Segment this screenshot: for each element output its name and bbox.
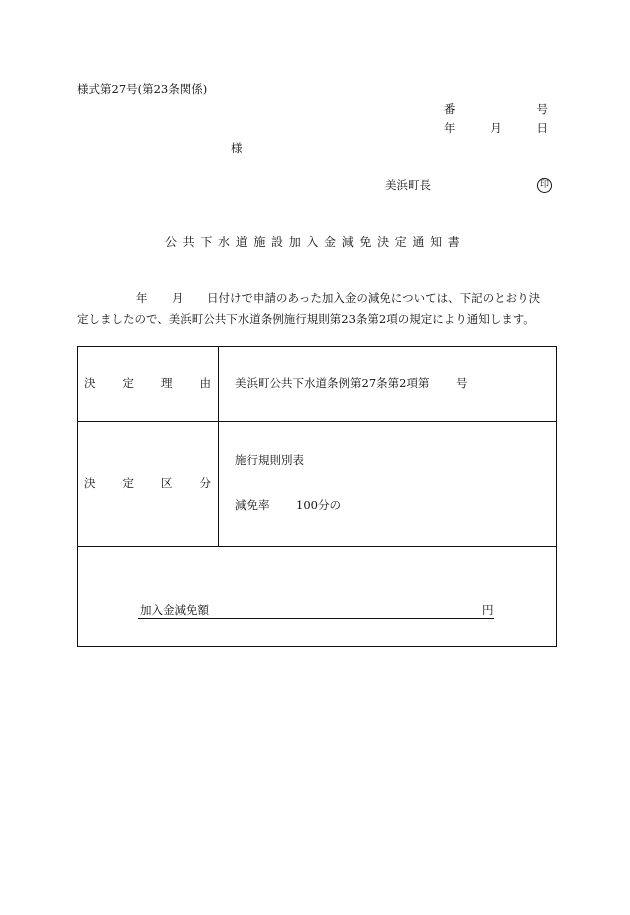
recipient-suffix: 様 [231,141,243,155]
title-char: 定 [394,235,407,249]
table-divider [77,421,557,422]
label-char: 決 [84,476,96,490]
document-number-line [444,104,548,116]
label-char: 理 [161,376,173,390]
title-char: 通 [412,235,425,249]
title-char: 免 [359,235,372,249]
label-char: 分 [199,476,211,490]
title-char: 書 [447,235,460,249]
title-char: 公 [165,235,178,249]
title-char: 水 [218,235,231,249]
date-year-label: 年 [444,121,456,135]
decision-category-label [84,478,211,490]
title-char: 設 [271,235,284,249]
date-line [444,123,548,135]
date-month-label: 月 [490,121,502,135]
document-title [165,236,460,248]
title-char: 金 [324,235,337,249]
title-char: 知 [430,235,443,249]
decision-reason-label [84,378,211,390]
label-char: 由 [199,376,211,390]
number-label-start: 番 [444,102,456,116]
number-label-end: 号 [536,102,548,116]
decision-reason-value: 美浜町公共下水道条例第27条第2項第 [235,376,430,390]
label-char: 区 [161,476,173,490]
table-column-divider [218,346,219,546]
label-char: 定 [122,376,134,390]
label-char: 決 [84,376,96,390]
label-char: 定 [122,476,134,490]
body-text-line2: 定しましたので、美浜町公共下水道条例施行規則第23条第2項の規定により通知します。 [77,312,535,326]
sender-name: 美浜町長 [385,178,431,192]
amount-underline [138,618,494,619]
title-char: 入 [306,235,319,249]
form-number: 様式第27号(第23条関係) [77,82,208,96]
table-divider [77,546,557,547]
title-char: 下 [200,235,213,249]
decision-table [77,346,557,647]
title-char: 減 [341,235,354,249]
reduction-amount-label: 加入金減免額 [140,603,209,617]
category-rule-text: 施行規則別表 [235,453,304,467]
reduction-rate-value: 100分の [296,498,341,512]
reduction-amount-unit: 円 [482,603,494,617]
date-day-label: 日 [536,121,548,135]
body-month-label: 月 [172,291,184,305]
title-char: 加 [288,235,301,249]
title-char: 共 [182,235,195,249]
title-char: 決 [377,235,390,249]
title-char: 道 [235,235,248,249]
decision-reason-suffix: 号 [456,376,468,390]
seal-mark: 印 [537,178,552,193]
reduction-rate-label: 減免率 [235,498,270,512]
body-text-line1: 日付けで申請のあった加入金の減免については、下記のとおり決 [207,291,541,305]
title-char: 施 [253,235,266,249]
body-year-label: 年 [136,291,148,305]
